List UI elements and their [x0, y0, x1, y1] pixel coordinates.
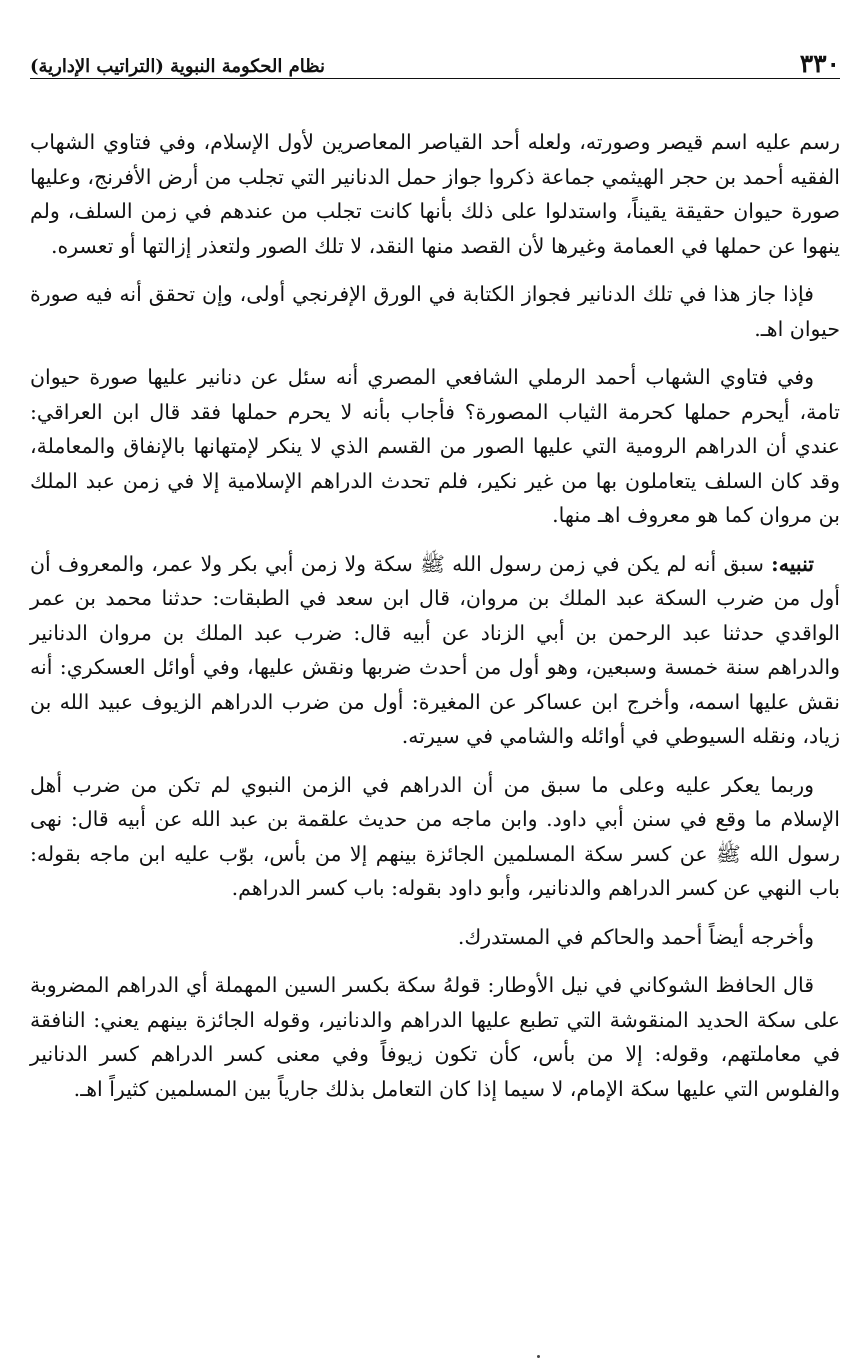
footer-mark — [537, 1355, 540, 1358]
tanbih-label: تنبيه: — [771, 551, 814, 576]
paragraph-6: وأخرجه أيضاً أحمد والحاكم في المستدرك. — [457, 924, 814, 949]
page-number: ٣٣٠ — [799, 49, 840, 78]
book-title: نظام الحكومة النبوية (التراتيب الإدارية) — [30, 56, 326, 77]
paragraph-3: وفي فتاوي الشهاب أحمد الرملي الشافعي المصري أنه سئل عن دنانير عليها صورة حيوان تامة، أيحرم حملها كحرمة الثياب المصورة؟ فأجاب بأنه لا يحرم حملها فقد قال ابن العراقي: عندي أن الدراهم الرومية التي عليها الصور من القسم الذي لا ينكر لإمتهانها بالإنفاق والمعاملة، وقد كان السلف يتعاملون بها من غير نكير، فلم تحدث الدراهم الإسلامية إلا في زمن عبد الملك بن مروان كما هو معروف اهـ منها. — [30, 365, 840, 527]
running-header — [30, 40, 840, 79]
tanbih-paragraph — [30, 547, 840, 754]
paragraph-1: رسم عليه اسم قيصر وصورته، ولعله أحد القياصر المعاصرين لأول الإسلام، وفي فتاوي الشهاب الفقيه أحمد بن حجر الهيثمي جماعة ذكروا جواز حمل الدنانير التي تجلب من أرض الأفرنج، وعليها صورة حيوان حقيقة يقيناً، واستدلوا على ذلك بأنها كانت تجلب من عندهم في زمن السلف، ولم ينهوا عن حملها في العمامة وغيرها لأن القصد منها النقد، لا تلك الصور ولتعذر إزالتها أو تعسره. — [30, 130, 840, 258]
tanbih-text: سبق أنه لم يكن في زمن رسول الله ﷺ سكة ولا زمن أبي بكر ولا عمر، والمعروف أن أول من ضرب السكة عبد الملك بن مروان، قال ابن سعد في الطبقات: حدثنا محمد بن عمر الواقدي حدثنا عبد الرحمن بن أبي الزناد عن أبيه قال: ضرب عبد الملك بن مروان الدنانير والدراهم سنة خمسة وسبعين، وهو أول من أحدث ضربها ونقش عليها، وفي أوائل العسكري: أنه نقش عليها اسمه، وأخرج ابن عساكر عن المغيرة: أول من ضرب الدراهم الزيوف عبيد الله بن زياد، ونقله السيوطي في أوائله والشامي في سيرته. — [30, 551, 840, 748]
body-text — [30, 125, 840, 1106]
paragraph-7: قال الحافظ الشوكاني في نيل الأوطار: قولهُ سكة بكسر السين المهملة أي الدراهم المضروبة على سكة الحديد المنقوشة التي تطبع عليها الدراهم والدنانير، وقوله الجائزة بينهم يعني: النافقة في معاملتهم، وقوله: إلا من بأس، كأن تكون زيوفاً وفي معنى كسر الدراهم كسر الدنانير والفلوس التي عليها سكة الإمام، لا سيما إذا كان التعامل بذلك جارياً بين المسلمين كثيراً اهـ. — [30, 973, 840, 1101]
document-page — [30, 40, 840, 1120]
paragraph-5: وربما يعكر عليه وعلى ما سبق من أن الدراهم في الزمن النبوي لم تكن من ضرب أهل الإسلام ما وقع في سنن أبي داود. وابن ماجه من حديث علقمة بن عبد الله عن أبيه قال: نهى رسول الله ﷺ عن كسر سكة المسلمين الجائزة بينهم إلا من بأس، بوّب عليه ابن ماجه بقوله: باب النهي عن كسر الدراهم والدنانير، وأبو داود بقوله: باب كسر الدراهم. — [30, 772, 840, 900]
paragraph-2: فإذا جاز هذا في تلك الدنانير فجواز الكتابة في الورق الإفرنجي أولى، وإن تحقق أنه فيه صورة حيوان اهـ. — [30, 282, 840, 341]
